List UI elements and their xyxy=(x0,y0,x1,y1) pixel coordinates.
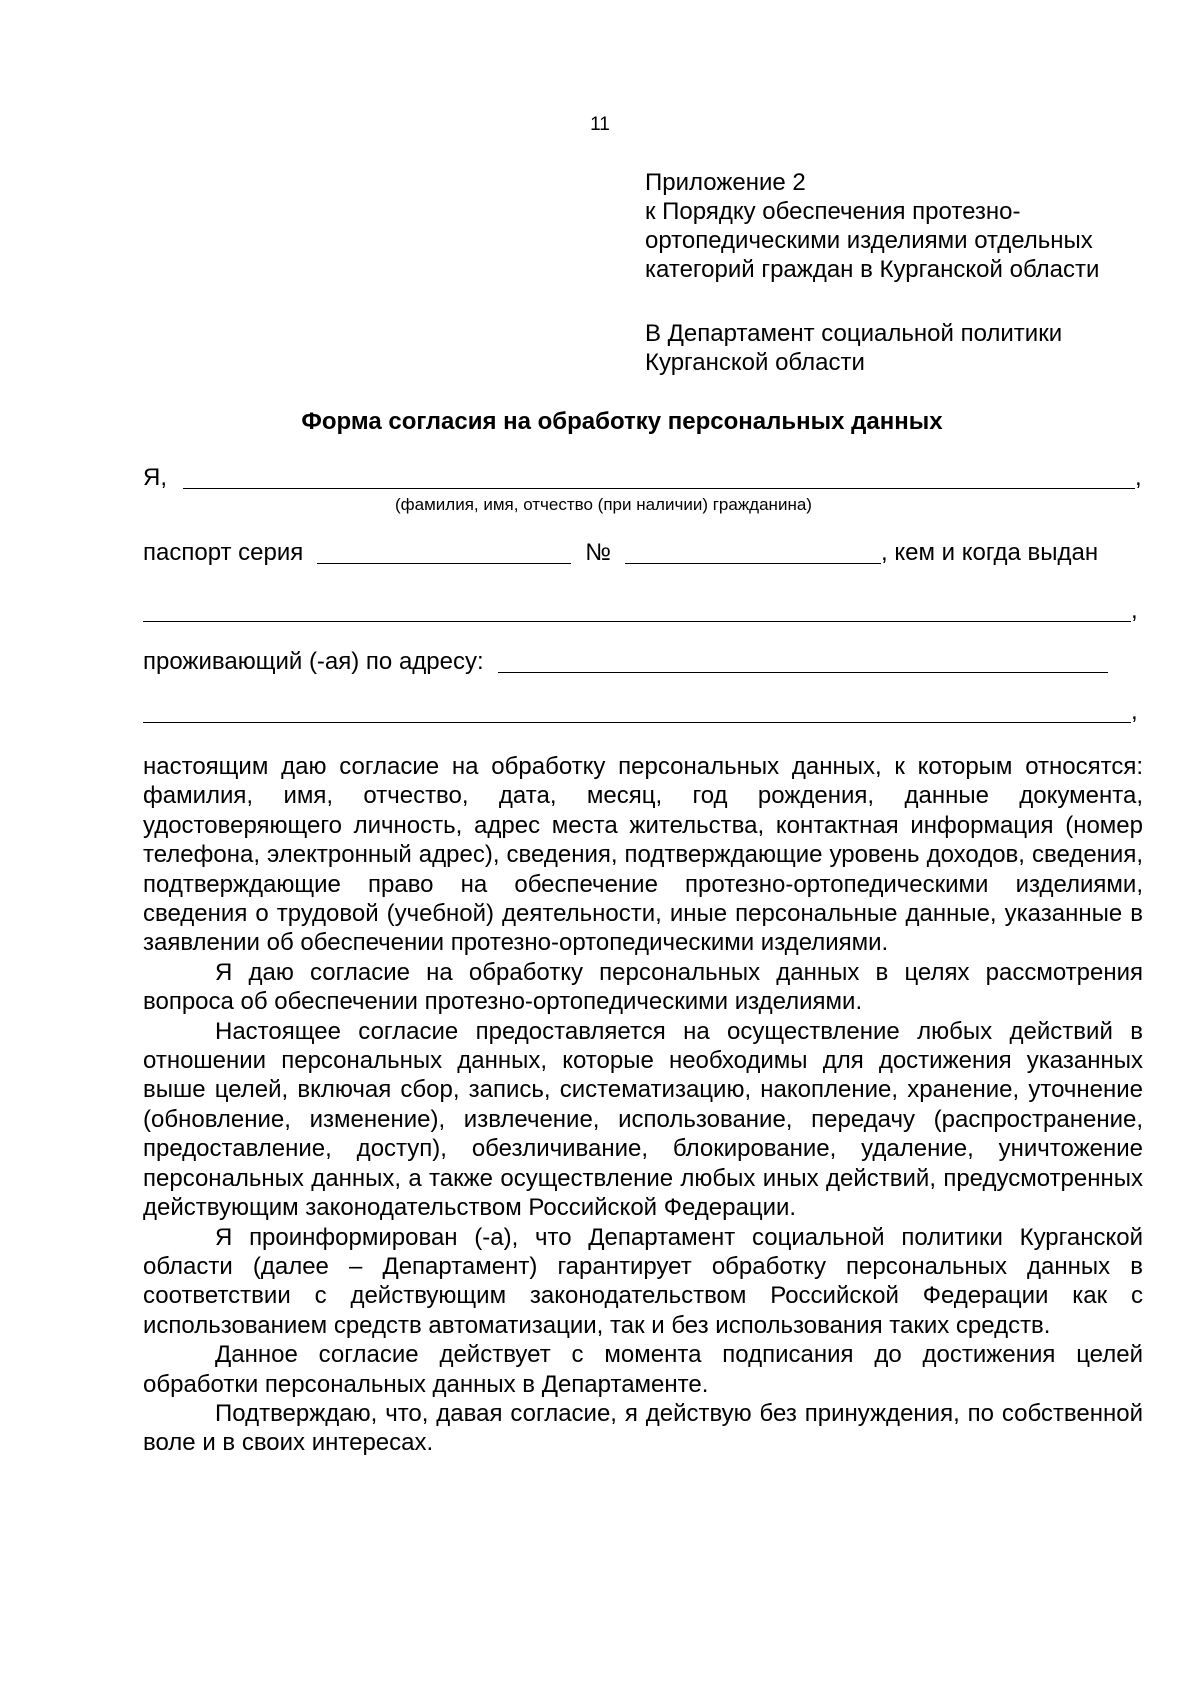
address-blank[interactable] xyxy=(498,648,1108,673)
page-number: 11 xyxy=(590,114,610,135)
consent-text xyxy=(143,752,1143,1458)
address-continuation-row xyxy=(143,697,1143,727)
recipient-block xyxy=(645,319,1165,377)
name-prefix: Я, xyxy=(143,464,167,491)
passport-issued-row xyxy=(143,596,1143,626)
consent-paragraph: настоящим даю согласие на обработку персональных данных, к которым относятся: фамилия, имя, отчество, дата, месяц, год рождения, данные документа, удостоверяющего личность, адрес места жительства, контактная информация (номер телефона, электронный адрес), сведения, подтверждающие уровень доходов, сведения, подтверждающие право на обеспечение протезно-ортопедическими изделиями, сведения о трудовой (учебной) деятельности, иные персональные данные, указанные в заявлении об обеспечении протезно-ортопедическими изделиями. xyxy=(143,753,1143,957)
consent-paragraph: Настоящее согласие предоставляется на осуществление любых действий в отношении персональных данных, которые необходимы для достижения указанных выше целей, включая сбор, запись, систематизацию, накопление, хранение, уточнение (обновление, изменение), извлечение, использование, передачу (распространение, предоставление, доступ), обезличивание, блокирование, удаление, уничтожение персональных данных, а также осуществление любых иных действий, предусмотренных действующим законодательством Российской Федерации. xyxy=(143,1017,1143,1222)
form-title: Форма согласия на обработку персональных данных xyxy=(301,408,943,435)
recipient-line: Курганской области xyxy=(645,349,865,376)
passport-series-blank[interactable] xyxy=(317,539,571,564)
name-comma: , xyxy=(1135,464,1142,491)
appendix-line: категорий граждан в Курганской области xyxy=(645,256,1100,283)
passport-row xyxy=(143,538,1143,568)
consent-paragraph: Я проинформирован (-а), что Департамент социальной политики Курганской области (далее – Департамент) гарантирует обработку персональных данных в соответствии с действующим законодательством Российской Федерации как с использованием средств автоматизации, так и без использования таких средств. xyxy=(143,1223,1143,1339)
appendix-line: ортопедическими изделиями отдельных xyxy=(645,227,1093,254)
passport-number-label: № xyxy=(585,539,612,566)
appendix-line: к Порядку обеспечения протезно- xyxy=(645,198,1021,225)
appendix-block xyxy=(645,168,1165,284)
address-comma: , xyxy=(1131,698,1138,725)
recipient-line: В Департамент социальной политики xyxy=(645,320,1063,347)
consent-paragraph: Данное согласие действует с момента подписания до достижения целей обработки персональных данных в Департаменте. xyxy=(143,1341,1143,1398)
address-row xyxy=(143,647,1143,677)
address-label: проживающий (-ая) по адресу: xyxy=(143,648,484,675)
name-row xyxy=(143,463,1143,493)
name-caption: (фамилия, имя, отчество (при наличии) гражданина) xyxy=(395,495,812,514)
passport-issued-comma: , xyxy=(1131,597,1138,624)
passport-issued-blank[interactable] xyxy=(143,597,1131,622)
passport-issued-label: , кем и когда выдан xyxy=(881,539,1099,566)
appendix-line: Приложение 2 xyxy=(645,169,806,196)
passport-series-label: паспорт серия xyxy=(143,539,304,566)
address-continuation-blank[interactable] xyxy=(143,698,1131,723)
consent-paragraph: Подтверждаю, что, давая согласие, я действую без принуждения, по собственной воле и в своих интересах. xyxy=(143,1399,1143,1457)
name-blank[interactable] xyxy=(183,464,1135,489)
passport-number-blank[interactable] xyxy=(625,539,881,564)
consent-paragraph: Я даю согласие на обработку персональных данных в целях рассмотрения вопроса об обеспечении протезно-ортопедическими изделиями. xyxy=(143,958,1143,1016)
